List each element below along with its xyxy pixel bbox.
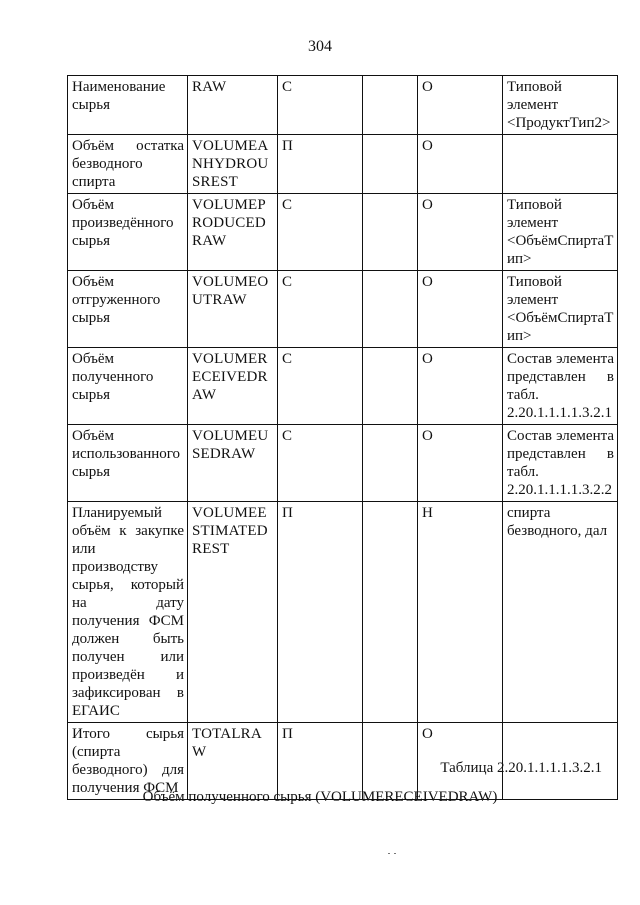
cell-type: С (278, 348, 363, 425)
cell-required: О (418, 135, 503, 194)
cell-code: TOTALRAW (188, 723, 278, 800)
cell-size (363, 135, 418, 194)
cell-size (363, 194, 418, 271)
cell-type: С (278, 76, 363, 135)
cell-description: Состав элемента представлен в табл. 2.20.1.1.1.1.3.2.1 (503, 348, 618, 425)
cell-name: Объём полученного сырья (68, 348, 188, 425)
spec-table (67, 75, 618, 800)
cell-size (363, 502, 418, 723)
table-row (68, 425, 618, 502)
cell-code: VOLUMEESTIMATEDREST (188, 502, 278, 723)
cell-description: Типовой элемент <ПродуктТип2> (503, 76, 618, 135)
cell-required: О (418, 348, 503, 425)
scan-speck (394, 853, 396, 854)
cell-type: С (278, 425, 363, 502)
cell-code: VOLUMEANHYDROUSREST (188, 135, 278, 194)
cell-code: VOLUMEUSEDRAW (188, 425, 278, 502)
table-caption-number: Таблица 2.20.1.1.1.1.3.2.1 (440, 760, 602, 776)
cell-required: О (418, 76, 503, 135)
cell-description: спирта безводного, дал (503, 502, 618, 723)
scan-speck (388, 853, 390, 854)
cell-code: VOLUMERECEIVEDRAW (188, 348, 278, 425)
table-row (68, 271, 618, 348)
table-row (68, 348, 618, 425)
cell-size (363, 271, 418, 348)
cell-name: Наименование сырья (68, 76, 188, 135)
cell-size (363, 348, 418, 425)
cell-name: Итого сырья (спирта безводного) для получения ФСМ (68, 723, 188, 800)
cell-name: Объём остатка безводного спирта (68, 135, 188, 194)
cell-description: Состав элемента представлен в табл. 2.20.1.1.1.1.3.2.2 (503, 425, 618, 502)
table-row (68, 502, 618, 723)
cell-name: Объём использованного сырья (68, 425, 188, 502)
cell-description (503, 135, 618, 194)
cell-code: VOLUMEOUTRAW (188, 271, 278, 348)
cell-type: П (278, 723, 363, 800)
cell-required: О (418, 425, 503, 502)
cell-type: П (278, 135, 363, 194)
cell-type: С (278, 194, 363, 271)
cell-required: О (418, 194, 503, 271)
cell-code: RAW (188, 76, 278, 135)
cell-description: Типовой элемент <ОбъёмСпиртаТип> (503, 271, 618, 348)
cell-name: Планируемый объём к закупке или производству сырья, который на дату получения ФСМ должен быть получен или произведён и зафиксирован в ЕГАИС (68, 502, 188, 723)
cell-required: О (418, 271, 503, 348)
table-row (68, 194, 618, 271)
cell-size (363, 723, 418, 800)
cell-size (363, 425, 418, 502)
cell-required: Н (418, 502, 503, 723)
table-row (68, 76, 618, 135)
cell-required: О (418, 723, 503, 800)
cell-description: Типовой элемент <ОбъёмСпиртаТип> (503, 194, 618, 271)
cell-code: VOLUMEPRODUCEDRAW (188, 194, 278, 271)
table-caption-title: Объём полученного сырья (VOLUMERECEIVEDRAW) (142, 789, 498, 805)
cell-size (363, 76, 418, 135)
cell-type: П (278, 502, 363, 723)
cell-name: Объём отгруженного сырья (68, 271, 188, 348)
cell-type: С (278, 271, 363, 348)
table-row (68, 135, 618, 194)
page-number: 304 (308, 38, 332, 55)
cell-name: Объём произведённого сырья (68, 194, 188, 271)
